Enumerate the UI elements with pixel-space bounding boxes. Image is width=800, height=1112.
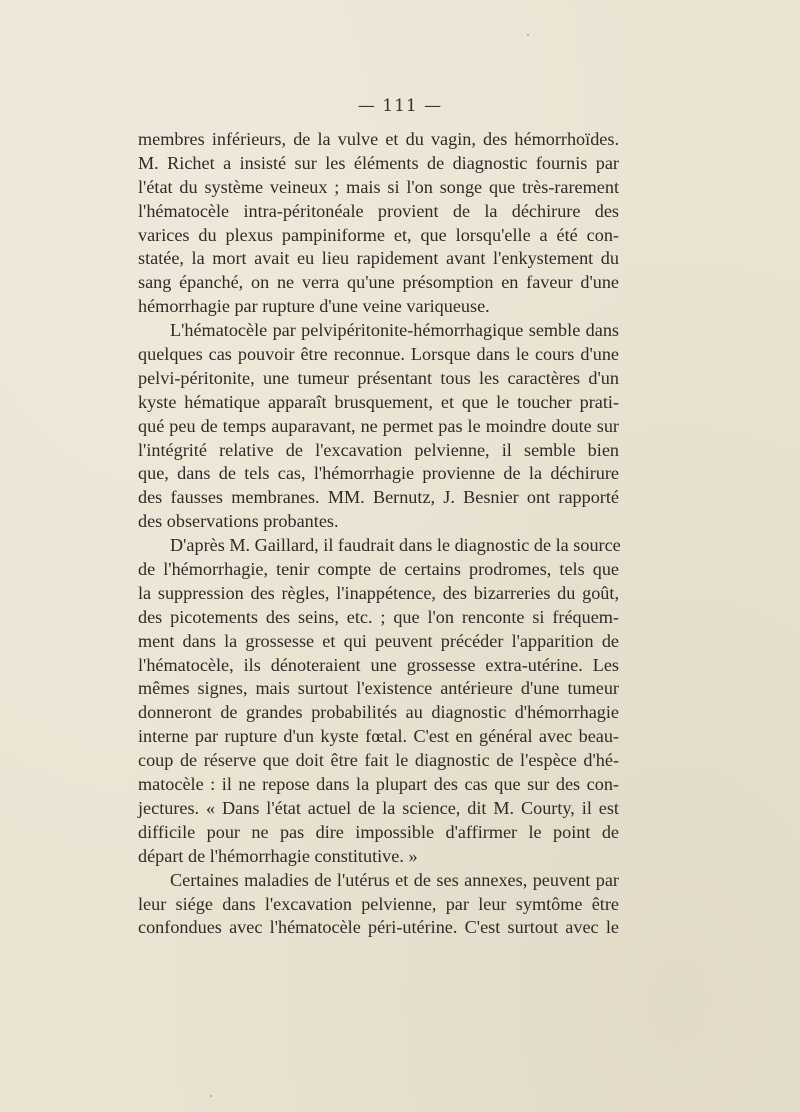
text-line: hémorrhagie par rupture d'une veine variqueuse. bbox=[138, 296, 490, 317]
text-line: jectures. « Dans l'état actuel de la science, dit M. Courty, il est bbox=[138, 797, 619, 818]
text-line: quelques cas pouvoir être reconnue. Lorsque dans le cours d'une bbox=[138, 344, 619, 365]
text-line: des fausses membranes. MM. Bernutz, J. Besnier ont rapporté bbox=[138, 487, 619, 508]
text-line: des picotements des seins, etc. ; que l'on renconte si fréquem- bbox=[138, 606, 619, 627]
text-line: sang épanché, on ne verra qu'une présomption en faveur d'une bbox=[138, 272, 619, 293]
text-line: qué peu de temps auparavant, ne permet pas le moindre doute sur bbox=[138, 415, 619, 436]
paper-speck bbox=[210, 1095, 212, 1097]
text-line: matocèle : il ne repose dans la plupart des cas que sur des con- bbox=[138, 774, 619, 795]
text-line: varices du plexus pampiniforme et, que lorsqu'elle a été con- bbox=[138, 224, 619, 245]
text-line: l'hématocèle intra-péritonéale provient de la déchirure des bbox=[138, 200, 619, 221]
text-line: M. Richet a insisté sur les éléments de diagnostic fournis par bbox=[138, 152, 619, 173]
text-line: L'hématocèle par pelvipéritonite-hémorrhagique semble dans bbox=[170, 320, 619, 341]
text-line: la suppression des règles, l'inappétence, des bizarreries du goût, bbox=[138, 582, 619, 603]
text-line: kyste hématique apparaît brusquement, et que le toucher prati- bbox=[138, 391, 619, 412]
text-line: ment dans la grossesse et qui peuvent précéder l'apparition de bbox=[138, 630, 619, 651]
text-line: mêmes signes, mais surtout l'existence antérieure d'une tumeur bbox=[138, 678, 619, 699]
text-line: leur siége dans l'excavation pelvienne, par leur symtôme être bbox=[138, 893, 619, 914]
text-line: membres inférieurs, de la vulve et du vagin, des hémorrhoïdes. bbox=[138, 129, 619, 149]
text-line: pelvi-péritonite, une tumeur présentant tous les caractères d'un bbox=[138, 367, 619, 388]
text-line: coup de réserve que doit être fait le diagnostic de l'espèce d'hé- bbox=[138, 750, 619, 771]
text-line: départ de l'hémorrhagie constitutive. » bbox=[138, 845, 418, 866]
text-line: donneront de grandes probabilités au diagnostic d'hémorrhagie bbox=[138, 702, 619, 723]
text-line: des observations probantes. bbox=[138, 511, 339, 532]
text-line: confondues avec l'hématocèle péri-utérine. C'est surtout avec le bbox=[138, 917, 619, 938]
text-line: que, dans de tels cas, l'hémorrhagie provienne de la déchirure bbox=[138, 463, 619, 484]
text-line: difficile pour ne pas dire impossible d'affirmer le point de bbox=[138, 821, 619, 842]
text-line: l'hématocèle, ils dénoteraient une grossesse extra-utérine. Les bbox=[138, 654, 619, 675]
text-line: statée, la mort avait eu lieu rapidement avant l'enkystement du bbox=[138, 248, 619, 269]
body-text bbox=[138, 128, 619, 940]
text-line: l'intégrité relative de l'excavation pelvienne, il semble bien bbox=[138, 439, 619, 460]
text-line: interne par rupture d'un kyste fœtal. C'est en général avec beau- bbox=[138, 726, 619, 747]
text-line: l'état du système veineux ; mais si l'on songe que très-rarement bbox=[138, 176, 619, 197]
paper-speck bbox=[527, 34, 529, 36]
page-number: — 111 — bbox=[357, 96, 443, 116]
text-line: de l'hémorrhagie, tenir compte de certains prodromes, tels que bbox=[138, 559, 619, 580]
text-line: Certaines maladies de l'utérus et de ses annexes, peuvent par bbox=[170, 869, 619, 890]
text-line: D'après M. Gaillard, il faudrait dans le diagnostic de la source bbox=[170, 535, 621, 556]
